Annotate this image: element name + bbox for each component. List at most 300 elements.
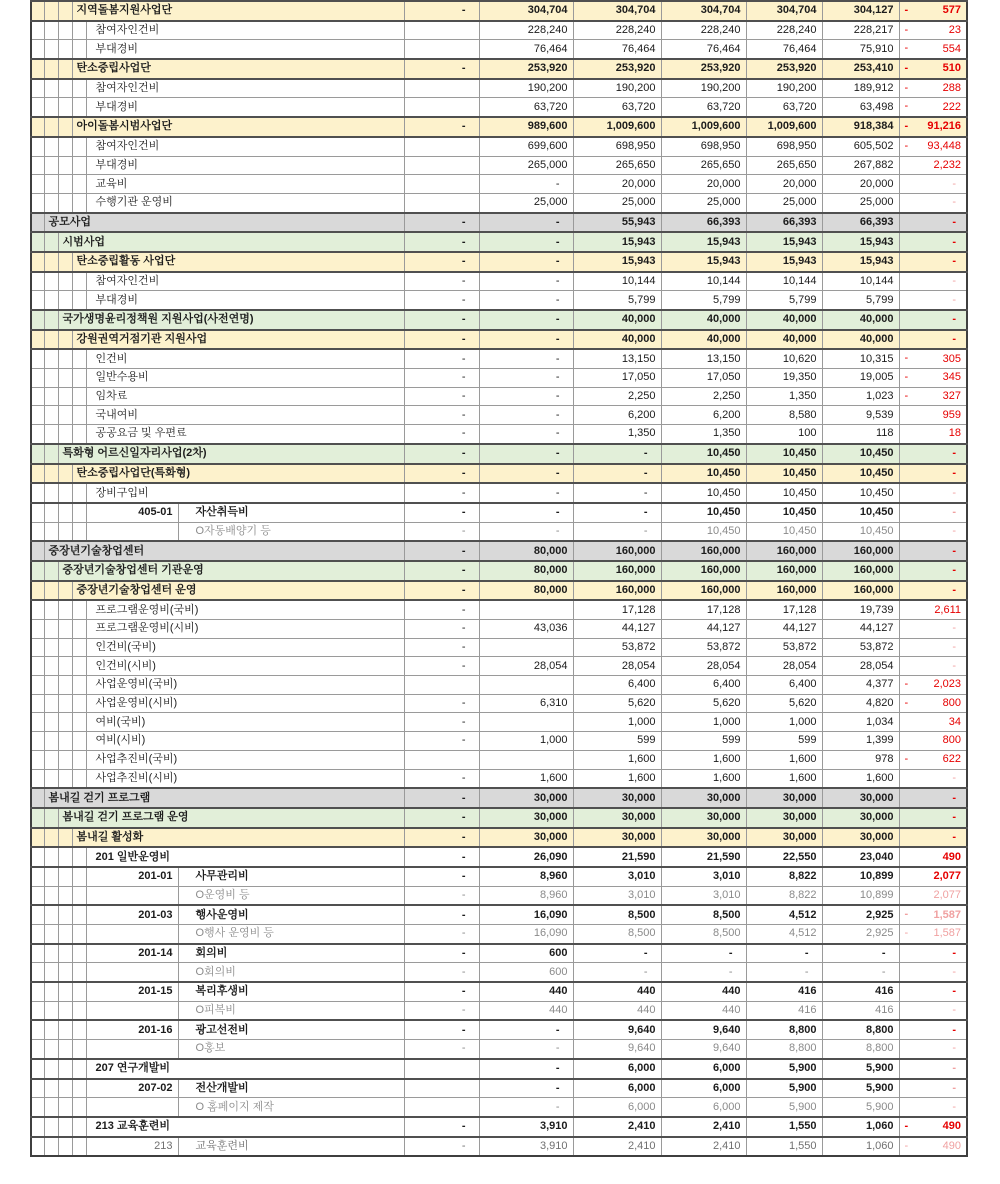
amount-cell [404,944,479,963]
dash-value: - [952,771,957,784]
amount-cell: 599 [746,732,822,751]
row-detail-label: O자동배양기 등 [178,522,404,541]
dash-value: - [555,390,560,403]
dash-value: - [952,641,957,654]
amount-cell: 80,000 [479,581,573,601]
minus-sign: - [904,120,909,133]
table-row [31,925,967,944]
row-label: 국내여비 [86,406,404,425]
indent-cell [31,788,44,808]
indent-cell [72,944,86,963]
amount-cell [404,886,479,905]
indent-cell [58,1001,72,1020]
dash-value: - [461,215,466,228]
indent-cell [72,387,86,406]
amount-cell: 5,620 [573,694,661,713]
amount-cell [573,503,661,522]
amount-cell: 190,200 [661,79,746,98]
amount-cell [404,59,479,79]
row-detail-label: O홍보 [178,1040,404,1059]
amount-cell: 6,000 [573,1079,661,1098]
amount-cell [404,600,479,619]
amount-cell: 30,000 [479,788,573,808]
indent-cell [72,905,86,924]
indent-cell [72,483,86,503]
amount-cell [404,694,479,713]
indent-cell [58,330,72,350]
indent-cell [44,117,58,137]
indent-cell [58,638,72,657]
row-code: 405-01 [86,503,178,522]
dash-value: - [461,985,466,998]
amount-cell: 1,600 [822,769,899,788]
amount-cell: 1,000 [661,713,746,732]
diff-value: 554 [942,42,962,55]
table-row [31,905,967,924]
indent-cell [44,98,58,117]
diff-cell [899,406,967,425]
indent-cell [31,156,44,175]
amount-cell [479,369,573,388]
amount-cell: 8,822 [746,867,822,886]
amount-cell: 22,550 [746,847,822,867]
amount-cell: 304,704 [661,1,746,21]
indent-cell [44,369,58,388]
amount-cell: 19,350 [746,369,822,388]
amount-cell: 25,000 [822,193,899,212]
indent-cell [44,982,58,1001]
indent-cell [72,1040,86,1059]
amount-cell: 9,640 [573,1040,661,1059]
amount-cell [404,175,479,194]
amount-cell: 1,000 [746,713,822,732]
indent-cell [72,21,86,40]
table-row [31,1040,967,1059]
row-label: 일반수용비 [86,369,404,388]
row-label: 프로그램운영비(시비) [86,620,404,639]
diff-cell [899,620,967,639]
amount-cell: 17,128 [746,600,822,619]
amount-cell [479,713,573,732]
amount-cell [479,330,573,350]
amount-cell: 8,822 [746,886,822,905]
row-code [86,1001,178,1020]
amount-cell: 9,539 [822,406,899,425]
amount-cell [404,1117,479,1137]
amount-cell [822,963,899,982]
table-row [31,175,967,194]
table-row [31,1,967,21]
dash-value: - [555,408,560,421]
amount-cell: 17,050 [573,369,661,388]
amount-cell: 10,899 [822,867,899,886]
amount-cell: 5,900 [746,1098,822,1117]
amount-cell: 2,250 [573,387,661,406]
amount-cell: 8,800 [746,1040,822,1059]
diff-value: 34 [948,715,962,728]
amount-cell: 6,000 [661,1098,746,1117]
amount-cell: 8,580 [746,406,822,425]
table-row [31,732,967,751]
minus-sign: - [904,1119,909,1132]
dash-value: - [952,985,957,998]
amount-cell [479,503,573,522]
amount-cell: 4,512 [746,905,822,924]
diff-cell [899,1,967,21]
diff-value: 577 [942,4,962,17]
dash-value: - [461,791,466,804]
dash-value: - [555,274,560,287]
dash-value: - [461,333,466,346]
amount-cell: 6,400 [746,676,822,695]
dash-value: - [461,62,466,75]
table-row [31,213,967,233]
row-label: 지역돌봄지원사업단 [72,1,404,21]
indent-cell [72,425,86,444]
table-row [31,828,967,848]
row-code [86,1040,178,1059]
indent-cell [31,867,44,886]
amount-cell: 4,512 [746,925,822,944]
amount-cell [404,464,479,484]
dash-value: - [952,506,957,519]
indent-cell [72,1098,86,1117]
indent-cell [31,1,44,21]
amount-cell [404,425,479,444]
row-label: 강원권역거점기관 지원사업 [72,330,404,350]
dash-value: - [555,215,560,228]
amount-cell: 304,704 [746,1,822,21]
amount-cell: 416 [746,982,822,1001]
diff-cell [899,291,967,310]
table-row [31,982,967,1001]
amount-cell: 10,450 [822,522,899,541]
dash-value: - [461,274,466,287]
dash-value: - [461,697,466,710]
diff-cell [899,788,967,808]
amount-cell: 53,872 [573,638,661,657]
amount-cell [479,676,573,695]
amount-cell: 28,054 [479,657,573,676]
dash-value: - [952,830,957,843]
indent-cell [44,464,58,484]
dash-value: - [952,447,957,460]
indent-cell [72,925,86,944]
amount-cell: 1,009,600 [661,117,746,137]
amount-cell [479,252,573,272]
table-row [31,808,967,828]
indent-cell [44,561,58,581]
row-label: 부대경비 [86,98,404,117]
dash-value: - [881,947,886,960]
amount-cell: 40,000 [822,330,899,350]
row-label: 사업추진비(국비) [86,750,404,769]
row-label: 전산개발비 [178,1079,404,1098]
row-detail-label: O운영비 등 [178,886,404,905]
amount-cell: 63,720 [746,98,822,117]
indent-cell [31,98,44,117]
row-code [86,886,178,905]
dash-value: - [952,791,957,804]
table-row [31,769,967,788]
indent-cell [44,713,58,732]
table-row [31,193,967,212]
amount-cell: 3,010 [661,867,746,886]
amount-cell: 190,200 [746,79,822,98]
row-label: 자산취득비 [178,503,404,522]
diff-value: 91,216 [927,120,962,133]
diff-cell [899,750,967,769]
indent-cell [72,982,86,1001]
indent-cell [44,769,58,788]
amount-cell: 599 [573,732,661,751]
amount-cell: 8,500 [661,905,746,924]
amount-cell: 253,920 [746,59,822,79]
indent-cell [72,1137,86,1157]
amount-cell: 1,600 [573,769,661,788]
amount-cell: 28,054 [746,657,822,676]
indent-cell [72,349,86,368]
amount-cell: 8,500 [573,905,661,924]
amount-cell [404,79,479,98]
indent-cell [44,193,58,212]
diff-value: 288 [942,82,962,95]
amount-cell [479,175,573,194]
indent-cell [31,657,44,676]
dash-value: - [643,506,648,519]
amount-cell: 698,950 [661,137,746,156]
dash-value: - [952,1004,957,1017]
indent-cell [44,444,58,464]
diff-cell [899,213,967,233]
indent-cell [72,638,86,657]
amount-cell [404,193,479,212]
amount-cell [404,828,479,848]
amount-cell: 1,009,600 [746,117,822,137]
indent-cell [58,137,72,156]
row-code: 207-02 [86,1079,178,1098]
amount-cell: 2,250 [661,387,746,406]
indent-cell [31,232,44,252]
amount-cell: 44,127 [746,620,822,639]
diff-value: 327 [942,390,962,403]
indent-cell [58,425,72,444]
indent-cell [31,291,44,310]
dash-value: - [881,965,886,978]
indent-cell [72,193,86,212]
amount-cell [404,522,479,541]
indent-cell [58,175,72,194]
dash-value: - [555,255,560,268]
indent-cell [31,1020,44,1039]
indent-cell [58,117,72,137]
amount-cell: 66,393 [661,213,746,233]
dash-value: - [952,583,957,596]
indent-cell [72,1001,86,1020]
amount-cell: 9,640 [573,1020,661,1039]
dash-value: - [952,544,957,557]
indent-cell [44,657,58,676]
table-row [31,750,967,769]
row-label: 인건비(국비) [86,638,404,657]
dash-value: - [461,293,466,306]
diff-cell [899,1059,967,1079]
table-row [31,676,967,695]
indent-cell [31,503,44,522]
indent-cell [44,944,58,963]
row-detail-label: O행사 운영비 등 [178,925,404,944]
amount-cell [404,638,479,657]
row-label: 사업추진비(시비) [86,769,404,788]
indent-cell [72,137,86,156]
diff-value: 622 [942,753,962,766]
amount-cell [404,713,479,732]
diff-cell [899,369,967,388]
amount-cell [404,808,479,828]
amount-cell: 6,000 [573,1098,661,1117]
row-label: 인건비 [86,349,404,368]
amount-cell: 10,620 [746,349,822,368]
diff-cell [899,175,967,194]
amount-cell: 10,450 [746,444,822,464]
amount-cell [661,963,746,982]
amount-cell: 30,000 [661,808,746,828]
diff-cell [899,905,967,924]
diff-cell [899,541,967,561]
indent-cell [44,867,58,886]
diff-cell [899,886,967,905]
amount-cell: 160,000 [661,581,746,601]
indent-cell [58,694,72,713]
indent-cell [58,252,72,272]
diff-value: 18 [948,427,962,440]
amount-cell: 978 [822,750,899,769]
diff-cell [899,963,967,982]
diff-value: 800 [942,697,962,710]
amount-cell: 10,144 [661,272,746,291]
diff-value: 510 [942,62,962,75]
dash-value: - [461,811,466,824]
indent-cell [44,1020,58,1039]
amount-cell [479,483,573,503]
indent-cell [44,750,58,769]
dash-value: - [952,965,957,978]
dash-value: - [952,293,957,306]
indent-cell [44,156,58,175]
amount-cell: 66,393 [822,213,899,233]
dash-value: - [461,408,466,421]
indent-cell [58,750,72,769]
dash-value: - [555,235,560,248]
amount-cell: 189,912 [822,79,899,98]
dash-value: - [461,870,466,883]
row-code [86,963,178,982]
indent-cell [44,1117,58,1137]
dash-value: - [461,506,466,519]
amount-cell [404,1,479,21]
amount-cell: 30,000 [573,808,661,828]
indent-cell [31,349,44,368]
diff-cell [899,522,967,541]
minus-sign: - [904,678,909,691]
amount-cell: 30,000 [573,788,661,808]
dash-value: - [952,524,957,537]
amount-cell: 53,872 [822,638,899,657]
amount-cell: 2,410 [661,1117,746,1137]
amount-cell: 4,820 [822,694,899,713]
row-code: 201-16 [86,1020,178,1039]
dash-value: - [952,1042,957,1055]
indent-cell [31,694,44,713]
row-label: 복리후생비 [178,982,404,1001]
dash-value: - [952,466,957,479]
table-row [31,156,967,175]
amount-cell: 30,000 [479,828,573,848]
indent-cell [72,98,86,117]
diff-value: 2,232 [933,158,962,171]
row-label: 사업운영비(국비) [86,676,404,695]
amount-cell [404,1001,479,1020]
indent-cell [44,847,58,867]
amount-cell [479,349,573,368]
amount-cell: 63,720 [661,98,746,117]
amount-cell [479,750,573,769]
dash-value: - [461,4,466,17]
amount-cell [404,291,479,310]
indent-cell [44,330,58,350]
amount-cell: 304,704 [479,1,573,21]
row-label: 부대경비 [86,291,404,310]
indent-cell [31,1117,44,1137]
amount-cell: 17,050 [661,369,746,388]
indent-cell [44,638,58,657]
indent-cell [72,732,86,751]
amount-cell: 5,799 [746,291,822,310]
indent-cell [31,925,44,944]
diff-cell [899,925,967,944]
minus-sign: - [904,62,909,75]
indent-cell [31,1137,44,1157]
table-row [31,272,967,291]
amount-cell [573,464,661,484]
amount-cell: 1,060 [822,1137,899,1157]
amount-cell: 10,450 [746,464,822,484]
indent-cell [44,425,58,444]
amount-cell [404,905,479,924]
diff-cell [899,867,967,886]
amount-cell: 6,200 [573,406,661,425]
dash-value: - [461,734,466,747]
budget-table [30,0,968,1157]
row-label: 아이돌봄시범사업단 [72,117,404,137]
indent-cell [72,750,86,769]
indent-cell [72,1079,86,1098]
table-row [31,117,967,137]
amount-cell: 440 [479,982,573,1001]
indent-cell [44,828,58,848]
amount-cell: 10,450 [661,444,746,464]
amount-cell: 2,925 [822,905,899,924]
amount-cell: 17,128 [661,600,746,619]
indent-cell [72,713,86,732]
amount-cell [404,620,479,639]
amount-cell: 4,377 [822,676,899,695]
amount-cell: 253,920 [479,59,573,79]
minus-sign: - [904,100,909,113]
row-code: 213 [86,1137,178,1157]
amount-cell: 10,450 [661,483,746,503]
amount-cell: 10,450 [746,522,822,541]
